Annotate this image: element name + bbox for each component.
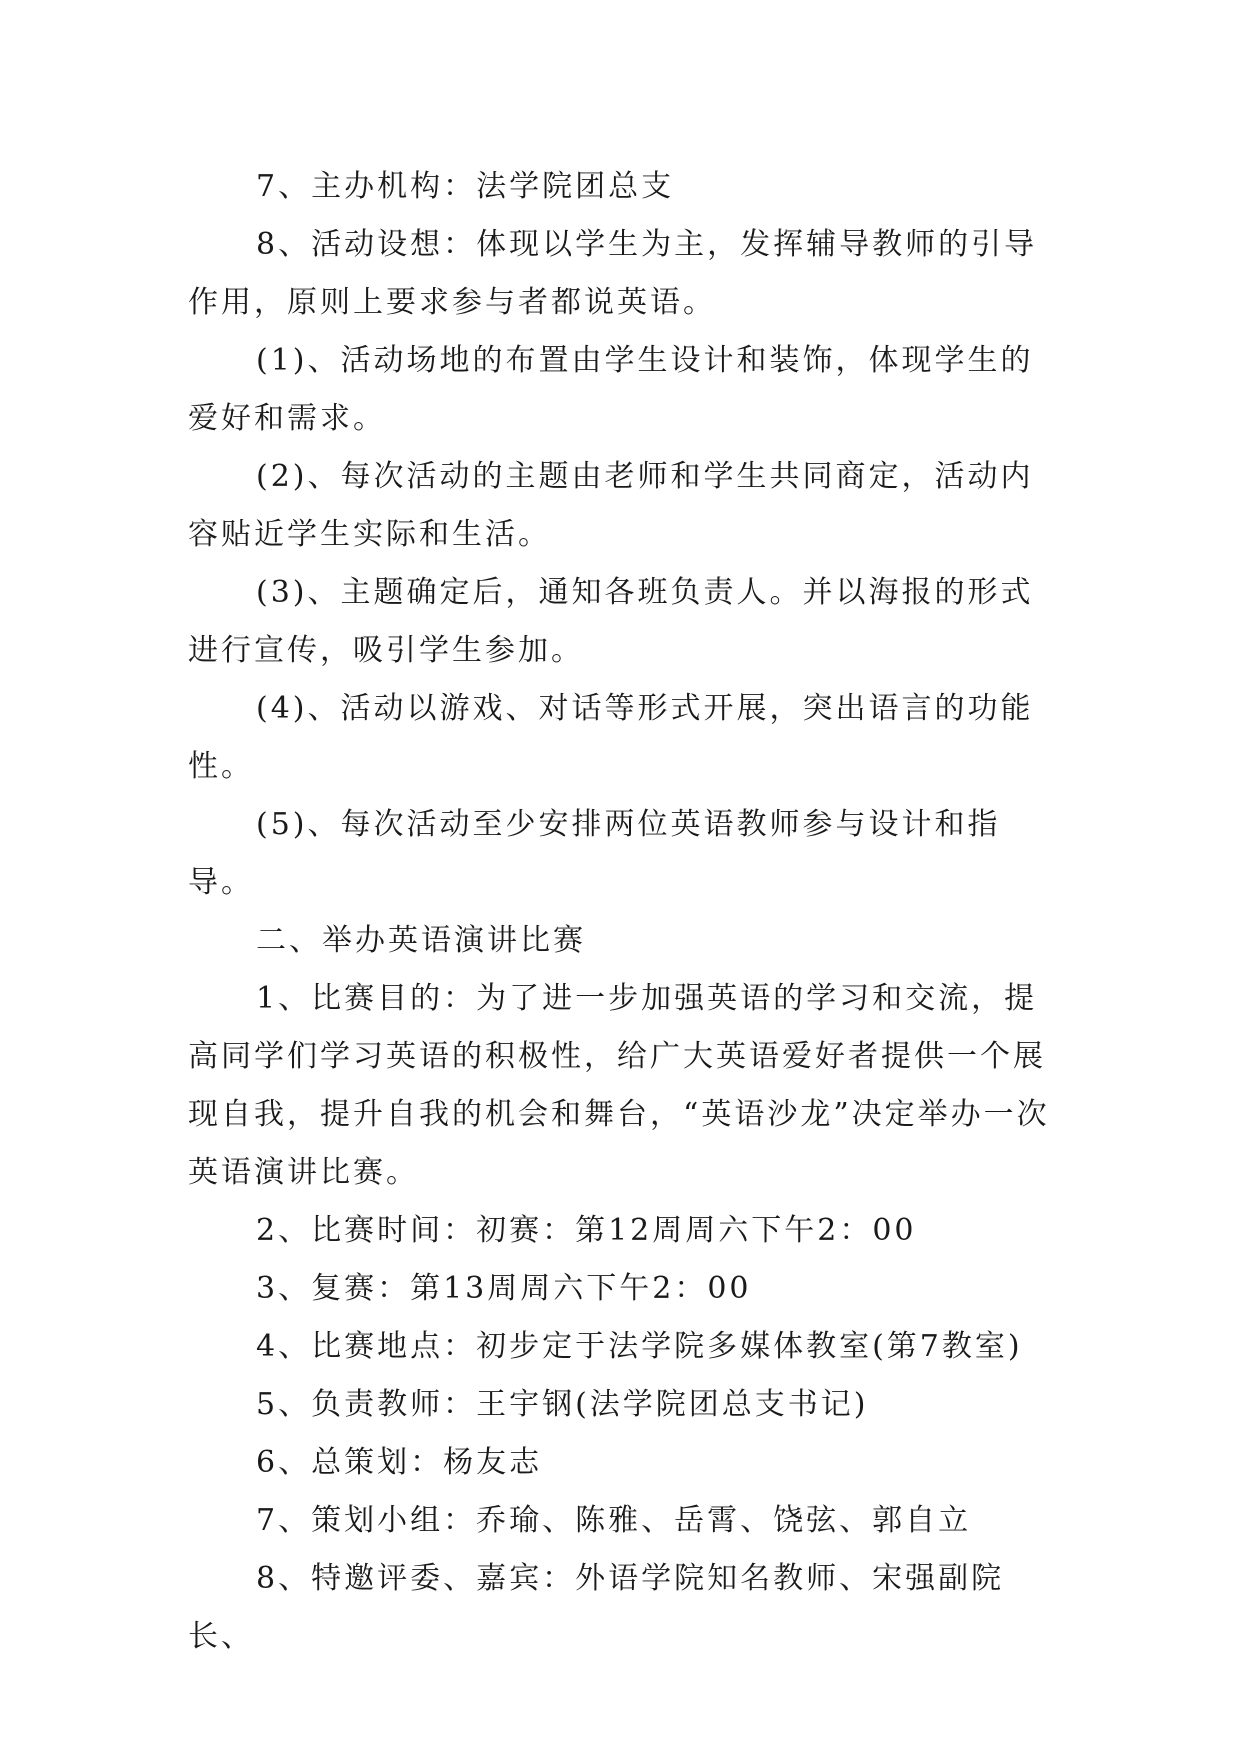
paragraph-contest-time: 2、比赛时间：初赛：第12周周六下午2：00: [256, 1213, 917, 1248]
section-heading-speech-contest: 二、举办英语演讲比赛: [256, 923, 586, 958]
paragraph-item-1: (1)、活动场地的布置由学生设计和装饰，体现学生的爱好和需求。: [188, 343, 1034, 436]
paragraph-responsible-teacher: 5、负责教师：王宇钢(法学院团总支书记): [256, 1387, 869, 1422]
paragraph-judges-guests: 8、特邀评委、嘉宾：外语学院知名教师、宋强副院长、: [188, 1561, 1005, 1654]
paragraph-item-3: (3)、主题确定后，通知各班负责人。并以海报的形式进行宣传，吸引学生参加。: [188, 575, 1034, 668]
paragraph-item-5: (5)、每次活动至少安排两位英语教师参与设计和指导。: [188, 807, 1001, 900]
paragraph-item-4: (4)、活动以游戏、对话等形式开展，突出语言的功能性。: [188, 691, 1034, 784]
paragraph-planning-team: 7、策划小组：乔瑜、陈雅、岳霄、饶弦、郭自立: [256, 1503, 972, 1538]
paragraph-final-round: 3、复赛：第13周周六下午2：00: [256, 1271, 752, 1306]
paragraph-activity-concept: 8、活动设想：体现以学生为主，发挥辅导教师的引导作用，原则上要求参与者都说英语。: [188, 227, 1038, 320]
paragraph-item-2: (2)、每次活动的主题由老师和学生共同商定，活动内容贴近学生实际和生活。: [188, 459, 1034, 552]
paragraph-chief-planner: 6、总策划：杨友志: [256, 1445, 543, 1480]
document-page: [188, 158, 1060, 1666]
paragraph-organizer: 7、主办机构：法学院团总支: [256, 169, 675, 204]
paragraph-contest-venue: 4、比赛地点：初步定于法学院多媒体教室(第7教室): [256, 1329, 1023, 1364]
paragraph-contest-purpose: 1、比赛目的：为了进一步加强英语的学习和交流，提高同学们学习英语的积极性，给广大英语爱好者提供一个展现自我，提升自我的机会和舞台，“英语沙龙”决定举办一次英语演讲比赛。: [188, 981, 1050, 1190]
